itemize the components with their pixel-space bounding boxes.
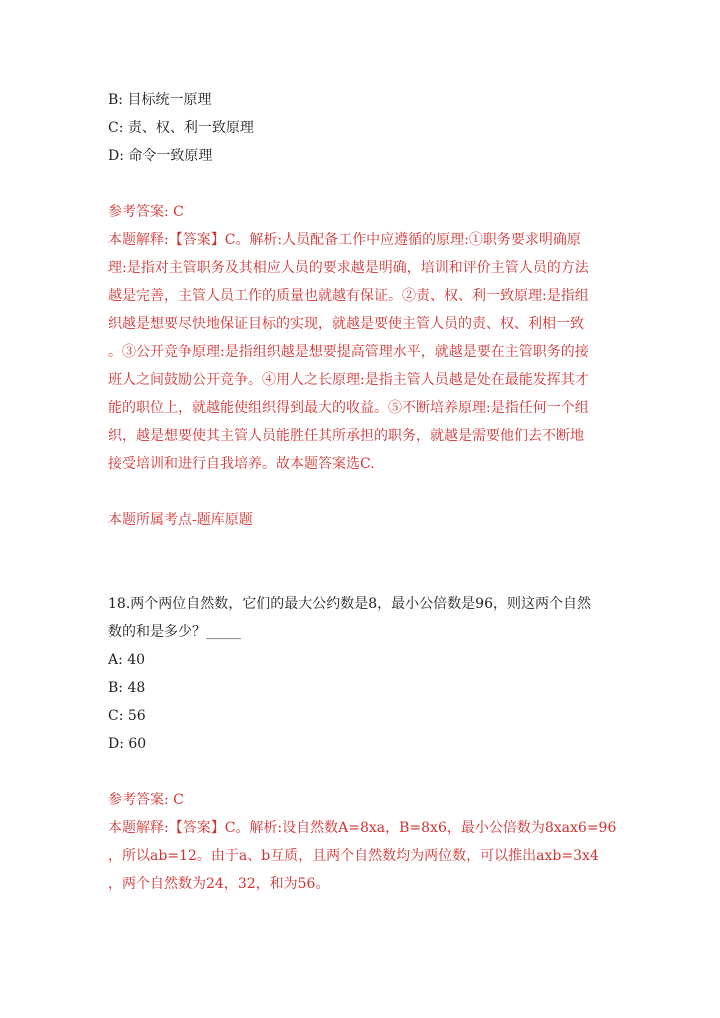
- q18-option-d: D: 60: [108, 736, 147, 752]
- q18-answer: 参考答案: C: [108, 792, 184, 808]
- q17-options: [108, 86, 614, 170]
- q17-option-b: B: 目标统一原理: [108, 92, 212, 108]
- q17-explanation-line: 接受培训和进行自我培养。故本题答案选C.: [108, 456, 375, 472]
- q17-explanation-line: 织越是想要尽快地保证目标的实现，就越是要使主管人员的责、权、利相一致: [108, 316, 584, 332]
- q17-category: 本题所属考点-题库原题: [108, 512, 253, 528]
- q18-option-b: B: 48: [108, 680, 146, 696]
- document-page: [108, 86, 617, 898]
- q18-question: [108, 590, 614, 646]
- q17-answer: 参考答案: C: [108, 204, 184, 220]
- q17-explanation: [108, 226, 614, 478]
- q18-option-a: A: 40: [108, 652, 146, 668]
- q18-explanation-line: 本题解释:【答案】C。解析:设自然数A=8xa，B=8x6，最小公倍数为8xax6=96: [108, 820, 617, 836]
- q18-question-line: 18.两个两位自然数，它们的最大公约数是8，最小公倍数是96，则这两个自然: [108, 596, 591, 612]
- q18-explanation-line: ，两个自然数为24，32，和为56。: [108, 876, 330, 892]
- q17-explanation-line: 能的职位上，就越能使组织得到最大的收益。⑤不断培养原理:是指任何一个组: [108, 400, 589, 416]
- q18-question-line: 数的和是多少？_____: [108, 624, 241, 640]
- q18-explanation: [108, 814, 617, 898]
- q17-explanation-line: 本题解释:【答案】C。解析:人员配备工作中应遵循的原理:①职务要求明确原: [108, 232, 581, 248]
- q17-explanation-line: 越是完善，主管人员工作的质量也就越有保证。②责、权、利一致原理:是指组: [108, 288, 589, 304]
- q17-option-c: C: 责、权、利一致原理: [108, 120, 254, 136]
- q17-option-d: D: 命令一致原理: [108, 148, 213, 164]
- q18-options: [108, 646, 614, 758]
- q17-explanation-line: 理:是指对主管职务及其相应人员的要求越是明确，培训和评价主管人员的方法: [108, 260, 589, 276]
- q18-option-c: C: 56: [108, 708, 146, 724]
- q17-explanation-line: 。③公开竞争原理:是指组织越是想要提高管理水平，就越是要在主管职务的接: [108, 344, 589, 360]
- q17-explanation-line: 班人之间鼓励公开竞争。④用人之长原理:是指主管人员越是处在最能发挥其才: [108, 372, 589, 388]
- q18-explanation-line: ，所以ab=12。由于a、b互质，且两个自然数均为两位数，可以推出axb=3x4: [108, 848, 599, 864]
- q17-explanation-line: 织，越是想要使其主管人员能胜任其所承担的职务，就越是需要他们去不断地: [108, 428, 584, 444]
